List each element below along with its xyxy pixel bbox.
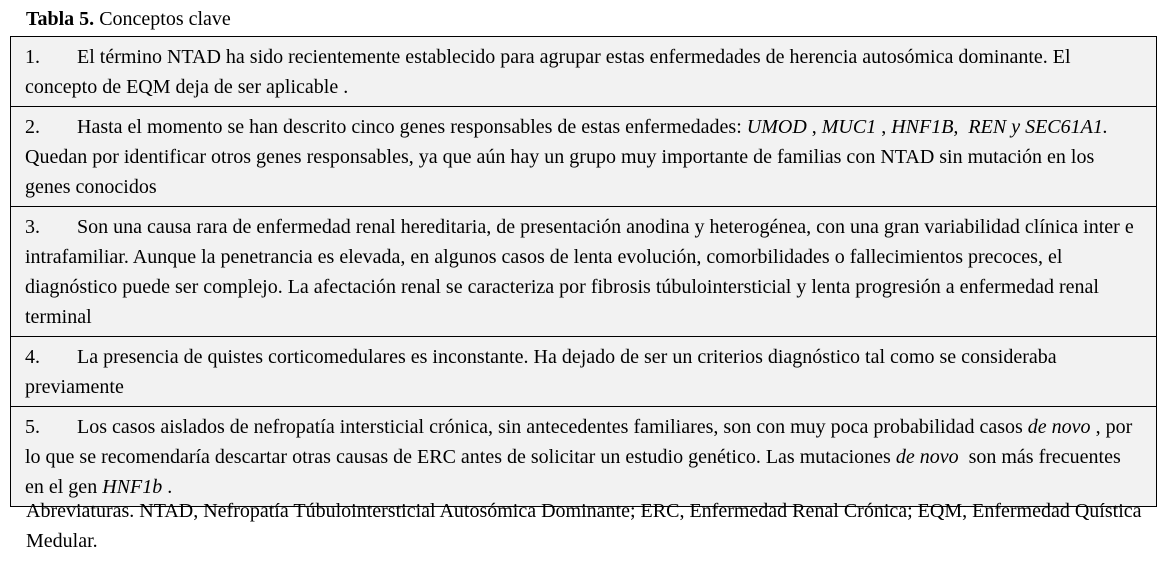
row-text: . [162,476,173,498]
row-text-italic: de novo [1027,416,1091,438]
row-text: La presencia de quistes corticomedulares es inconstante. Ha dejado de ser un criterios diagnóstico tal como se consideraba previamente [25,346,1062,398]
table-caption [26,6,231,32]
row-text: Hasta el momento se han descrito cinco genes responsables de estas enfermedades: [77,116,747,138]
row-number: 5. [25,416,40,438]
row-number: 3. [25,216,40,238]
table-row [11,106,1156,206]
row-number: 4. [25,346,40,368]
row-text: , [876,116,892,138]
table-caption-title: Conceptos clave [99,8,231,30]
table-row [11,206,1156,336]
row-text: Son una causa rara de enfermedad renal hereditaria, de presentación anodina y heterogénea, con una gran variabilidad clínica inter e intrafamiliar. Aunque la penetrancia es elevada, en algunos casos de lenta evolución, comorbilidades o fallecimientos precoces, el diagnóstico puede ser complejo. La afectación renal se caracteriza por fibrosis túbulointersticial y lenta progresión a enfermedad renal terminal [25,216,1139,328]
table-row [11,406,1156,506]
row-number: 2. [25,116,40,138]
row-text-italic: MUC1 [821,116,877,138]
row-text: El término NTAD ha sido recientemente establecido para agrupar estas enfermedades de herencia autosómica dominante. El concepto de EQM deja de ser aplicable . [25,46,1076,98]
abbreviations-footnote: Abreviaturas. NTAD, Nefropatía Túbulointersticial Autosómica Dominante; ERC, Enfermedad Renal Crónica; EQM, Enfermedad Quística Medular. [26,500,1142,552]
row-text: Quedan por identificar otros genes responsables, ya que aún hay un grupo muy importante de familias con NTAD sin mutación en los genes conocidos [25,116,1118,198]
row-text-italic: HNF1B, REN y SEC61A1. [891,116,1108,138]
row-text: Los casos aislados de nefropatía intersticial crónica, sin antecedentes familiares, son con muy poca probabilidad casos [77,416,1028,438]
table-row [11,37,1156,106]
row-text: son más frecuentes en el gen [25,446,1126,498]
row-number: 1. [25,46,40,68]
row-text: , por lo que se recomendaría descartar otras causas de ERC antes de solicitar un estudio genético. Las mutaciones [25,416,1138,468]
row-text-italic: HNF1b [102,476,163,498]
row-text: , [806,116,822,138]
concepts-table [10,36,1157,507]
row-text-italic: UMOD [746,116,807,138]
table-caption-label: Tabla 5. [26,8,95,30]
row-text-italic: de novo [895,446,959,468]
table-row [11,336,1156,406]
